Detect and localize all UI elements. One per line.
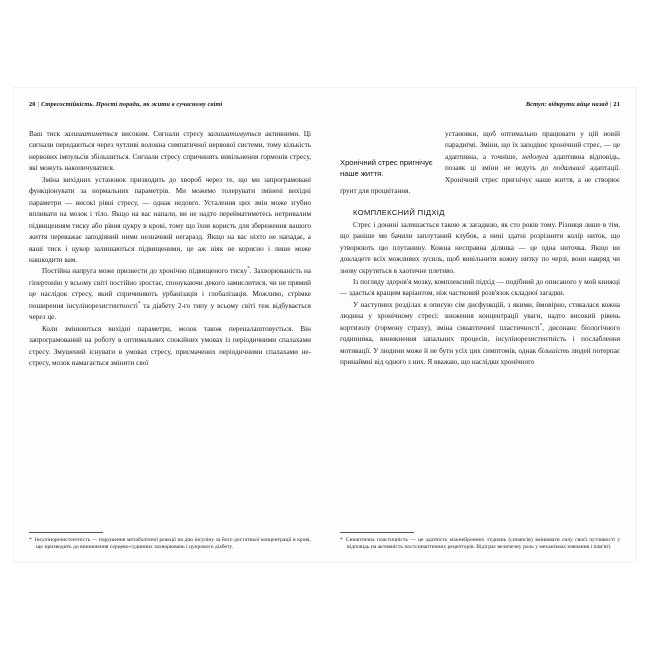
pull-quote: Хронічний стрес пригнічує наше життя. xyxy=(340,158,433,179)
paragraph: установки, щоб оптимально працювати у цій новій парадигмі. Зміни, що їх заподіює хронічний стрес, — це адаптивна, а точніше, недолуга адаптивна відповідь, позаяк ці зміни не ведуть до подальшої адаптації. Хронічний стрес пригнічує наше життя, а не створює ґрунт для процвітання. xyxy=(340,130,620,196)
chapter-title-right: Вступ: відкрути яйце назад xyxy=(525,101,609,108)
footnote-marker: * xyxy=(340,536,343,543)
folio-right: 21 xyxy=(613,101,620,108)
footnote-rule xyxy=(340,532,414,533)
emphasis: подальшої xyxy=(553,164,586,173)
emphasis: залишатиметься xyxy=(64,130,118,138)
emphasis: недолуга xyxy=(522,152,549,161)
running-head-separator-right: | xyxy=(610,101,612,108)
footnote-marker: * xyxy=(247,267,250,273)
book-title-left: Стресостійкість. Прості поради, як жити в сучасному світі xyxy=(40,101,223,108)
folio-left: 20 xyxy=(29,101,36,108)
paragraph: Із погляду здоров'я мозку, комплексний підхід — подібний до описаного у мой книжці — здається кращим варіантом, ніж частковий розв'язок складної загадки. xyxy=(340,277,620,298)
paragraph: Постійна напруга може призвести до хронічно підвищеного тиску*. Захворюваність на гіпертонію у всьому світі постійно зростає, спонукаючи декого замислитися, чи не прямий це наслідок стресу, який спричиняють урбанізація і глобалізація. Можливо, стрімке поширення інсулінорезистентності* та діабету 2-го типу у всьому світі теж відбувається через це. xyxy=(29,267,311,322)
footnote-marker: * xyxy=(29,536,32,543)
footnote xyxy=(340,537,620,552)
page-gutter xyxy=(325,88,326,562)
running-head-right xyxy=(340,102,620,111)
right-page xyxy=(325,88,636,562)
emphasis: залишатимуться xyxy=(207,130,262,138)
right-page-body xyxy=(340,129,620,369)
emphasis: більшість xyxy=(538,346,570,355)
section-heading: КОМПЛЕКСНИЙ ПІДХІД xyxy=(353,207,445,217)
paragraph: Коли змінюються вихідні параметри, мозок також переналаштовується. Він запрограмований на роботу в оптимальних спокійних умовах із періодичними спалахами стресу. Змушений існувати в умовах стресу, присмачених періодичними спалахами не-стресу, мозок намагається змінити свої xyxy=(29,324,311,368)
footnote-text: Інсулінорезистентність — порушення метаболічної реакції на дію інсуліну за його достатньої концентрації в крові, що призводить до виникнення серцево-судинних захворювань і цукрового діабету. xyxy=(34,536,311,551)
left-page-footnotes xyxy=(29,532,311,552)
running-head-separator-left: | xyxy=(37,101,39,108)
left-page xyxy=(14,88,325,562)
right-page-footnotes xyxy=(340,532,620,552)
footnote-marker: * xyxy=(539,323,543,329)
footnote-text: Синаптична пластичність — це здатність міжнейронних з'єднань (синапсів) змінювати силу своєї чутливості у відповідь на активність постсинаптичних рецепторів. Відіграє величезну роль у механізмах навчання і пам'яті. xyxy=(345,536,620,551)
paragraph: У наступних розділах я описую сім дисфункцій, з якими, ймовірно, стикалася кожна людина у хронічному стресі: зниження концентрації уваги, надто високий рівень кортизолу (гормону страху), зміна синаптичної пластичності*, дисонанс біологічного годинника, виникнення запальних процесів, інсулінорезистентність і послаблення мотивації. У людини може й не бути усіх цих симптомів, однак більшість людей потерпає принаймні від одного з них. Я вважаю, що наслідки хронічного xyxy=(340,300,620,367)
paragraph: Ваш тиск залишатиметься високим. Сигнали стресу залишатимуться активними. Ці сигнали передаються через чутливі волокна симпатичної нервової системи, тому кількість нервових імпульсів збільшиться. Сигнали стресу спричинять вивільнення гормонів стресу, які можуть накопичуватися. xyxy=(29,130,311,173)
footnote-rule xyxy=(29,532,103,533)
paragraph: Стрес і донині залишається такою ж загадкою, як сто років тому. Різниця лише в тім, що раніше ми бачили заплутаний клубок, а нині здатні розрізнити колір ниток, що утворюють цю плутанину. Кожна несправна ділянка — це одна ниточка. Якщо ви докладете всіх можливих зусиль, щоб вивільнити кожну нитку по черзі, вони навряд чи знову скрутяться в хаотичне плетиво. xyxy=(340,220,620,275)
running-head-left xyxy=(29,102,311,111)
left-page-body xyxy=(29,129,311,370)
footnote xyxy=(29,537,311,552)
footnote-marker: * xyxy=(137,301,141,307)
paragraph: Зміна вихідних установок призводить до хвороб через те, що ми запрограмовані функціонувати за нормальних параметрів. Ми можемо толерувати змінені вихідні параметри — високі рівні стресу, — однак недовго. Усталення цих змін може згубно впливати на мозок і тіло. Якщо на вас напали, ви не надто перейматиметесь нетривалим підвищенням тиску або рівня цукру в крові, тому що їхня користь для збереження вашого життя переважає заподіяний ними незначний негаразд. Якщо на вас ніхто не нападає, а ваші тиск і цукор залишаються підвищеними, це аж ніяк не корисно і лише може нашкодити вам. xyxy=(29,175,311,264)
